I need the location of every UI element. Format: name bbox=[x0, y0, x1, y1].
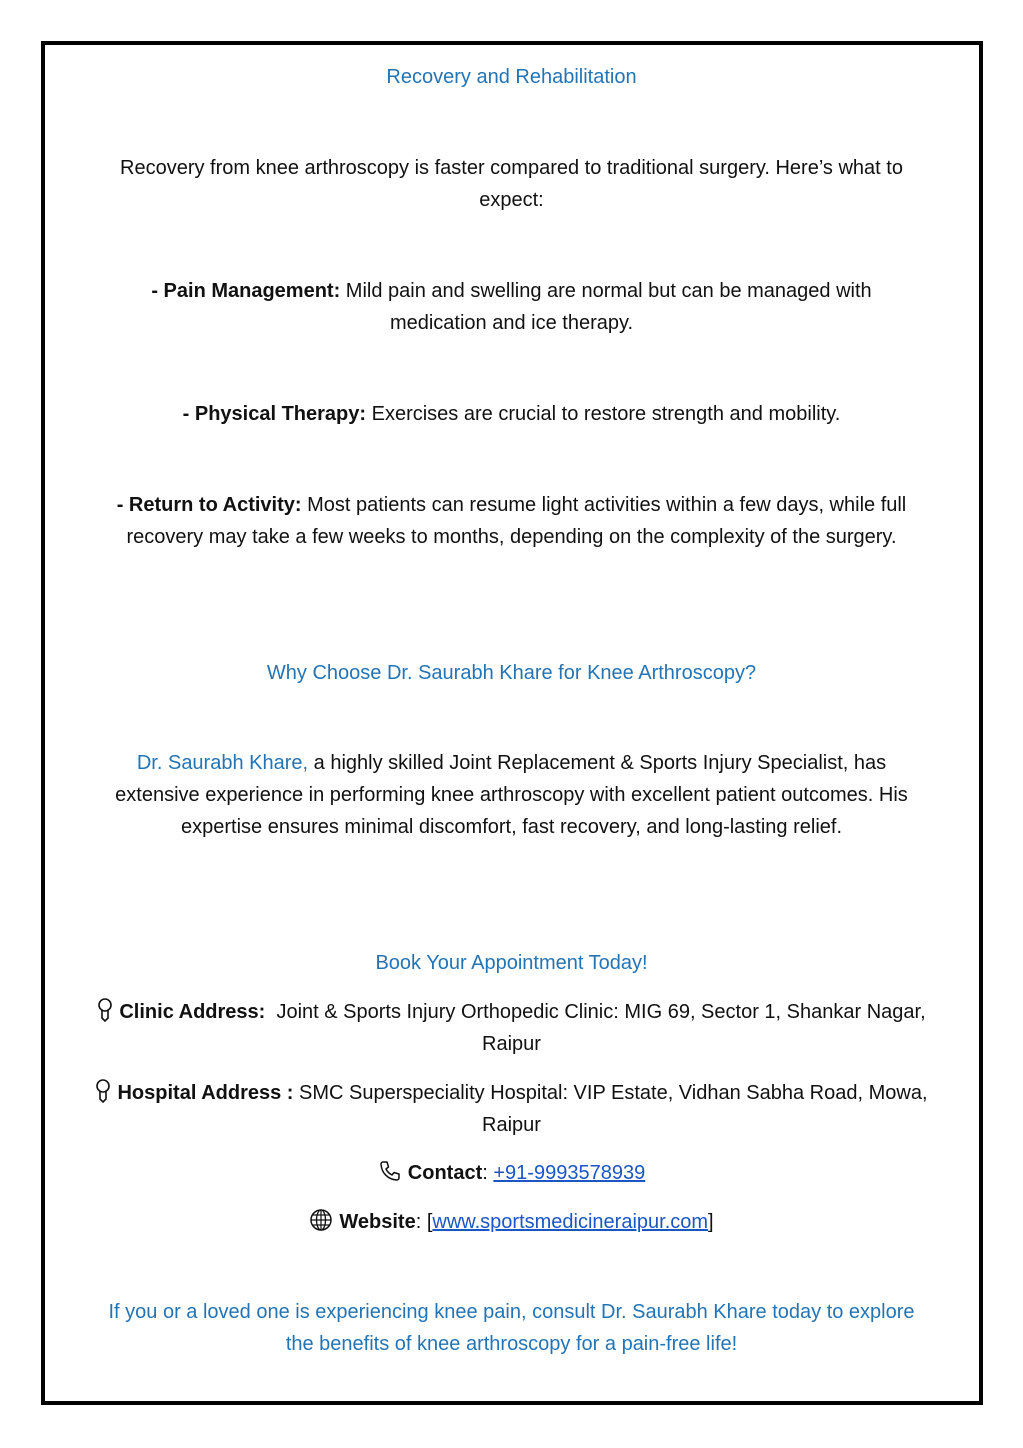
globe-icon bbox=[309, 1208, 333, 1242]
website-close-bracket: ] bbox=[708, 1211, 714, 1233]
why-line3: expertise ensures minimal discomfort, fast recovery, and long-lasting relief. bbox=[180, 816, 842, 838]
contact-phone-link[interactable]: +91-9993578939 bbox=[493, 1162, 646, 1184]
website-line bbox=[0, 1206, 1023, 1242]
clinic-address-label: Clinic Address: bbox=[119, 1001, 266, 1023]
return-activity-line2: recovery may take a few weeks to months, depending on the complexity of the surgery. bbox=[126, 526, 897, 548]
doctor-name: Dr. Saurabh Khare, bbox=[136, 752, 309, 774]
clinic-address-line1 bbox=[0, 996, 1023, 1032]
pain-management-line2: medication and ice therapy. bbox=[389, 312, 634, 334]
recovery-heading: Recovery and Rehabilitation bbox=[386, 66, 637, 88]
closing-line2: the benefits of knee arthroscopy for a pain-free life! bbox=[285, 1333, 738, 1355]
pain-management-label: - Pain Management: bbox=[151, 280, 341, 302]
page-border bbox=[41, 41, 983, 1405]
map-pin-icon bbox=[95, 1079, 111, 1113]
pain-management-line1 bbox=[0, 275, 1023, 307]
why-line2: extensive experience in performing knee arthroscopy with excellent patient outcomes. His bbox=[115, 784, 908, 806]
closing-line1: If you or a loved one is experiencing knee pain, consult Dr. Saurabh Khare today to explore bbox=[108, 1301, 915, 1323]
physical-therapy-line bbox=[0, 398, 1023, 430]
contact-line bbox=[0, 1157, 1023, 1193]
contact-separator: : bbox=[482, 1162, 494, 1184]
return-activity-label: - Return to Activity: bbox=[116, 494, 302, 516]
map-pin-icon bbox=[97, 998, 113, 1032]
why-heading: Why Choose Dr. Saurabh Khare for Knee Arthroscopy? bbox=[266, 662, 757, 684]
hospital-address-line2: Raipur bbox=[482, 1114, 541, 1136]
return-activity-text: Most patients can resume light activities within a few days, while full bbox=[301, 494, 907, 516]
hospital-address-value: SMC Superspeciality Hospital: VIP Estate, Vidhan Sabha Road, Mowa, bbox=[293, 1082, 928, 1104]
recovery-intro-line2: expect: bbox=[479, 189, 544, 211]
recovery-intro-line1: Recovery from knee arthroscopy is faster compared to traditional surgery. Here’s what to bbox=[120, 157, 903, 179]
clinic-address-value: Joint & Sports Injury Orthopedic Clinic: MIG 69, Sector 1, Shankar Nagar, bbox=[265, 1001, 926, 1023]
website-label: Website bbox=[339, 1211, 416, 1233]
website-separator: : [ bbox=[415, 1211, 433, 1233]
why-line1 bbox=[0, 747, 1023, 779]
clinic-address-line2: Raipur bbox=[482, 1033, 541, 1055]
physical-therapy-text: Exercises are crucial to restore strength and mobility. bbox=[366, 403, 841, 425]
phone-icon bbox=[378, 1159, 402, 1193]
contact-label: Contact bbox=[407, 1162, 483, 1184]
why-line1-rest: a highly skilled Joint Replacement & Sports Injury Specialist, has bbox=[308, 752, 887, 774]
hospital-address-label: Hospital Address : bbox=[117, 1082, 294, 1104]
physical-therapy-label: - Physical Therapy: bbox=[182, 403, 367, 425]
website-link[interactable]: www.sportsmedicineraipur.com bbox=[432, 1211, 709, 1233]
pain-management-text: Mild pain and swelling are normal but can be managed with bbox=[340, 280, 872, 302]
return-activity-line1 bbox=[0, 489, 1023, 521]
booking-heading: Book Your Appointment Today! bbox=[375, 952, 648, 974]
hospital-address-line1 bbox=[0, 1077, 1023, 1113]
